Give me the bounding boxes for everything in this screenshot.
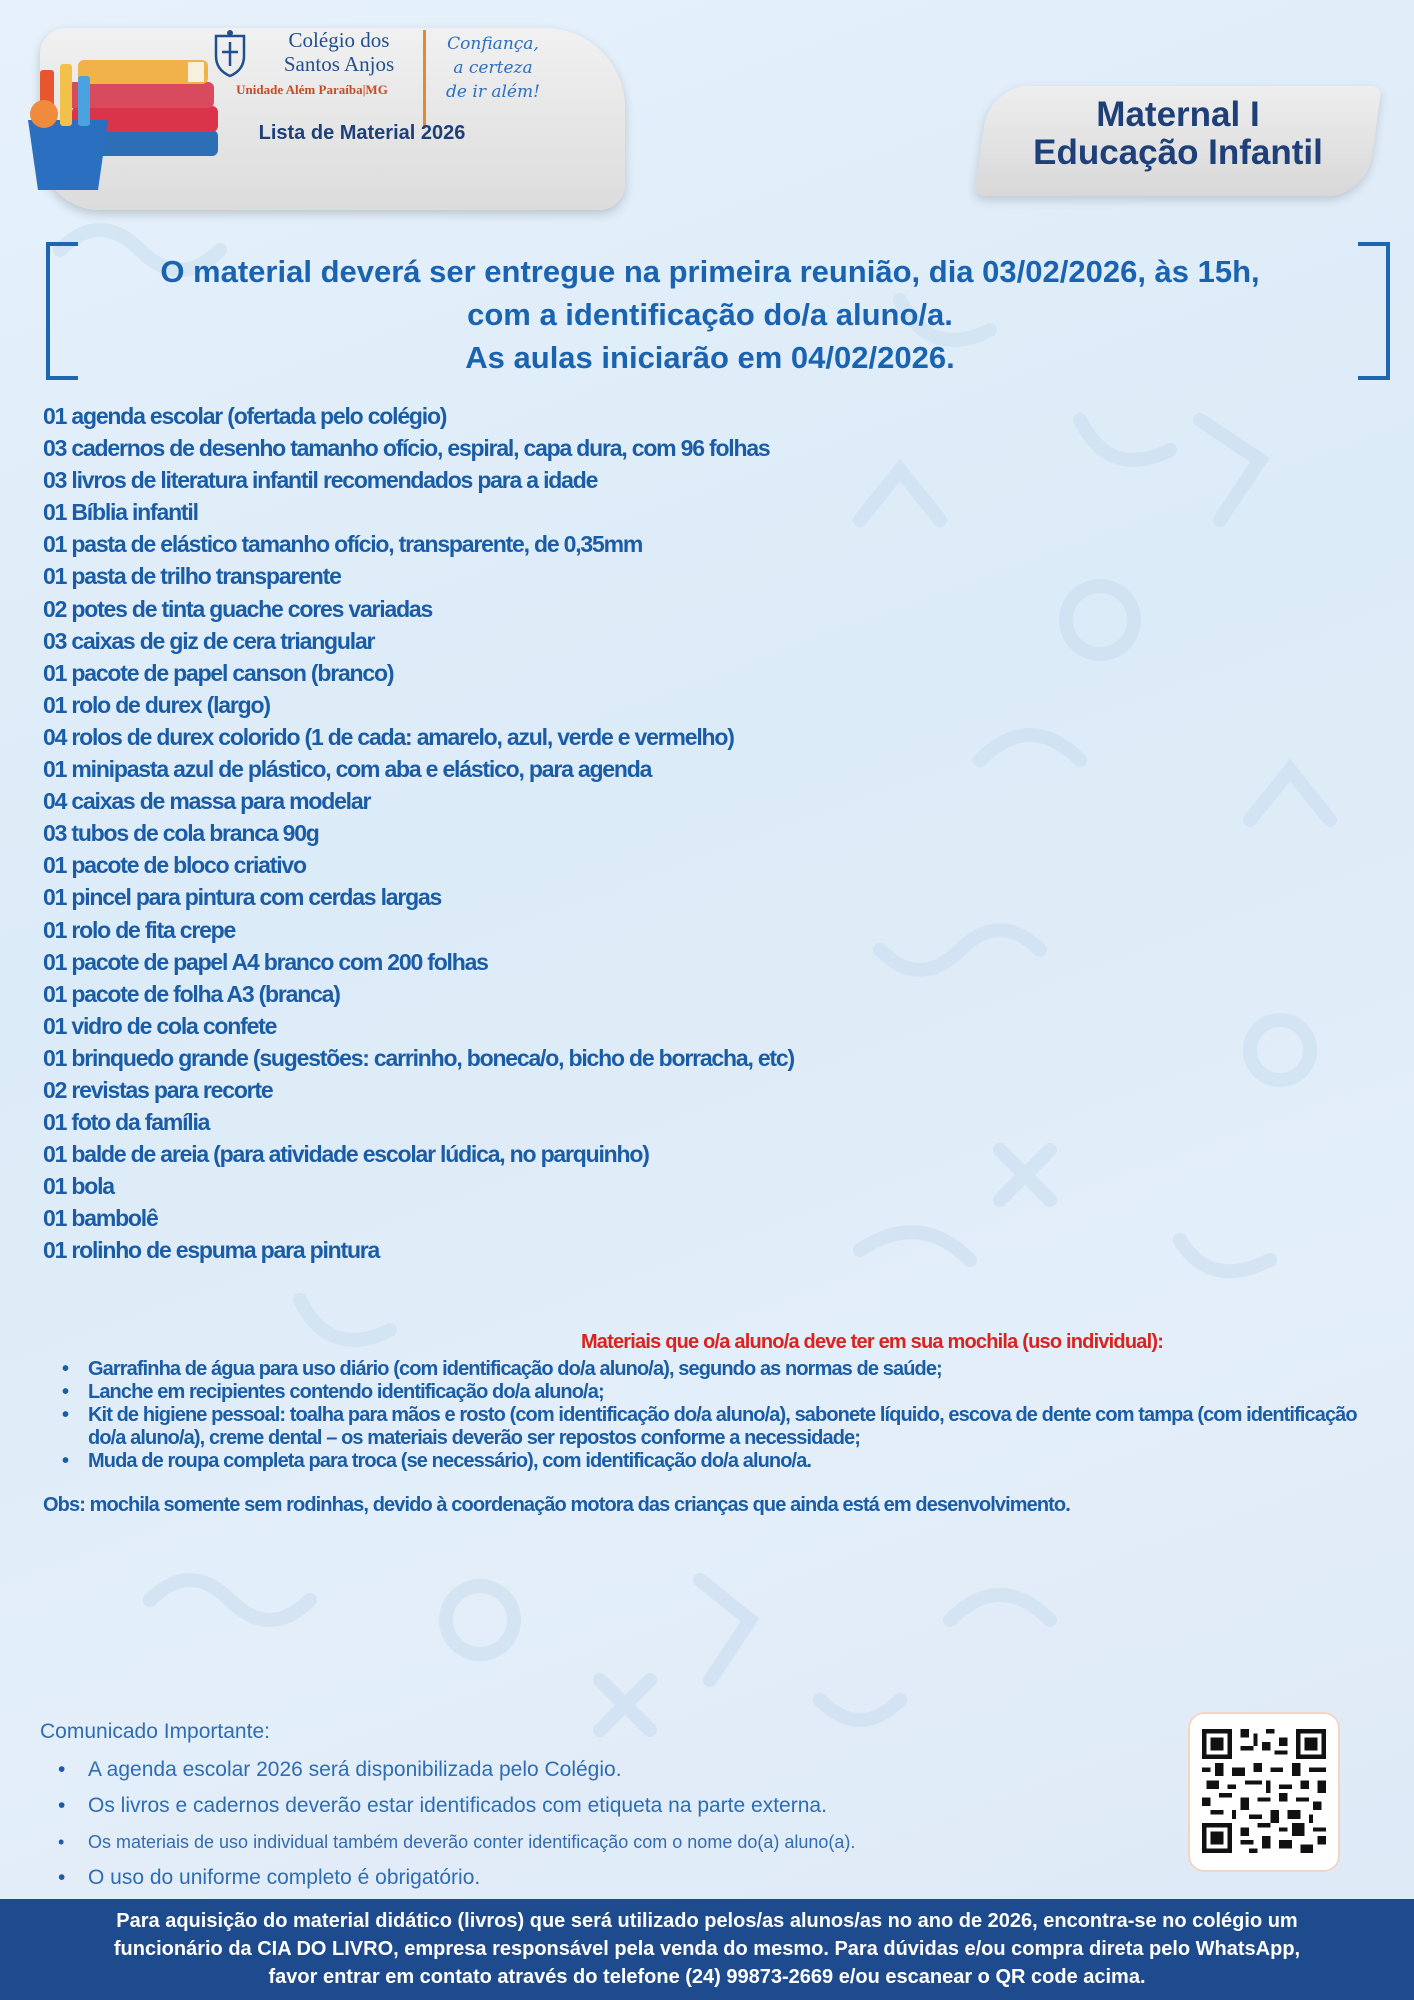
list-item: 03 livros de literatura infantil recomendados para a idade xyxy=(43,467,598,494)
list-item: 01 foto da família xyxy=(43,1109,210,1136)
backpack-list xyxy=(62,1358,1380,1473)
list-item: 01 pacote de papel canson (branco) xyxy=(43,659,394,686)
list-item: 01 rolo de durex (largo) xyxy=(43,691,270,718)
list-item: • Muda de roupa completa para troca (se necessário), com identificação do/a aluno/a. xyxy=(62,1450,812,1472)
notice-bracket-left xyxy=(46,242,78,380)
school-unit: Unidade Além Paraíba|MG xyxy=(236,82,388,97)
bullet-icon: • xyxy=(58,1758,66,1781)
class-title: Maternal I Educação Infantil xyxy=(1033,95,1323,172)
list-item: 01 Bíblia infantil xyxy=(43,499,198,526)
list-item: 03 caixas de giz de cera triangular xyxy=(43,627,375,654)
list-item: • O uso do uniforme completo é obrigatório. xyxy=(58,1860,855,1896)
list-item: • A agenda escolar 2026 será disponibilizada pelo Colégio. xyxy=(58,1752,855,1788)
list-item: 01 pacote de folha A3 (branca) xyxy=(43,980,340,1007)
school-motto: Confiança, a certeza de ir além! xyxy=(446,34,540,102)
list-item: 01 minipasta azul de plástico, com aba e elástico, para agenda xyxy=(43,756,652,783)
comunicado-title: Comunicado Importante: xyxy=(40,1720,270,1743)
list-item: 01 brinquedo grande (sugestões: carrinho, boneca/o, bicho de borracha, etc) xyxy=(43,1044,794,1071)
backpack-title: Materiais que o/a aluno/a deve ter em sua mochila (uso individual): xyxy=(580,1331,1164,1353)
backpack-obs: Obs: mochila somente sem rodinhas, devido à coordenação motora das crianças que ainda está em desenvolvimento. xyxy=(43,1494,1070,1516)
list-item: 01 bambolê xyxy=(43,1205,158,1232)
list-item: 01 pacote de papel A4 branco com 200 folhas xyxy=(43,948,488,975)
list-item: 01 agenda escolar (ofertada pelo colégio) xyxy=(43,403,447,429)
bullet-icon: • xyxy=(58,1866,66,1889)
list-item: • Kit de higiene pessoal: toalha para mãos e rosto (com identificação do/a aluno/a), sabonete líquido, escova de dente com tampa (com identificação do/a aluno/a), creme dental – os materiais deverão ser repostos conforme a necessidade; xyxy=(62,1404,1357,1449)
school-crest-icon xyxy=(210,28,250,78)
list-item: 01 pincel para pintura com cerdas largas xyxy=(43,884,442,911)
logo-divider xyxy=(423,30,426,128)
qr-code-card[interactable] xyxy=(1188,1712,1340,1872)
list-item: 03 cadernos de desenho tamanho ofício, espiral, capa dura, com 96 folhas xyxy=(43,435,770,462)
list-item: 01 bola xyxy=(43,1173,114,1200)
list-item: 02 revistas para recorte xyxy=(43,1076,273,1103)
list-item: 01 rolinho de espuma para pintura xyxy=(43,1237,380,1264)
bullet-icon: • xyxy=(62,1450,69,1472)
school-name: Colégio dos Santos Anjos xyxy=(283,28,395,76)
comunicado-list xyxy=(58,1752,855,1896)
list-item: 04 caixas de massa para modelar xyxy=(43,788,371,815)
list-item: • Os livros e cadernos deverão estar identificados com etiqueta na parte externa. xyxy=(58,1788,855,1824)
bullet-icon: • xyxy=(58,1794,66,1817)
bullet-icon: • xyxy=(62,1381,69,1403)
list-item: 04 rolos de durex colorido (1 de cada: amarelo, azul, verde e vermelho) xyxy=(43,723,734,750)
bullet-icon: • xyxy=(62,1358,69,1380)
notice-bracket-right xyxy=(1358,242,1390,380)
list-item: • Os materiais de uso individual também deverão conter identificação com o nome do(a) aluno(a). xyxy=(58,1824,855,1860)
list-item: 01 pacote de bloco criativo xyxy=(43,852,306,879)
list-title: Lista de Material 2026 xyxy=(258,122,466,144)
list-item: • Garrafinha de água para uso diário (com identificação do/a aluno/a), segundo as normas de saúde; xyxy=(62,1358,942,1380)
list-item: 03 tubos de cola branca 90g xyxy=(43,820,319,847)
list-item: 02 potes de tinta guache cores variadas xyxy=(43,595,433,622)
footer-text: Para aquisição do material didático (livros) que será utilizado pelos/as alunos/as no ano de 2026, encontra-se no colégio um funcionário da CIA DO LIVRO, empresa responsável pela venda do mesmo. Para dúvidas e/ou compra direta pelo WhatsApp, favor entrar em contato através do telefone (24) 99873-2669 e/ou escanear o QR code acima. xyxy=(113,1910,1301,1988)
list-item: 01 rolo de fita crepe xyxy=(43,916,236,943)
list-item: 01 pasta de elástico tamanho ofício, transparente, de 0,35mm xyxy=(43,531,643,558)
list-item: 01 balde de areia (para atividade escolar lúdica, no parquinho) xyxy=(43,1141,649,1168)
list-item: 01 vidro de cola confete xyxy=(43,1012,277,1039)
bullet-icon: • xyxy=(62,1404,69,1426)
bullet-icon: • xyxy=(58,1832,65,1852)
list-item: • Lanche em recipientes contendo identificação do/a aluno/a; xyxy=(62,1381,604,1403)
materials-list xyxy=(43,400,794,1267)
delivery-notice: O material deverá ser entregue na primeira reunião, dia 03/02/2026, às 15h, com a identificação do/a aluno/a. As aulas iniciarão em 04/02/2026. xyxy=(160,254,1260,375)
qr-code-icon[interactable] xyxy=(1202,1726,1326,1856)
list-item: 01 pasta de trilho transparente xyxy=(43,563,341,590)
